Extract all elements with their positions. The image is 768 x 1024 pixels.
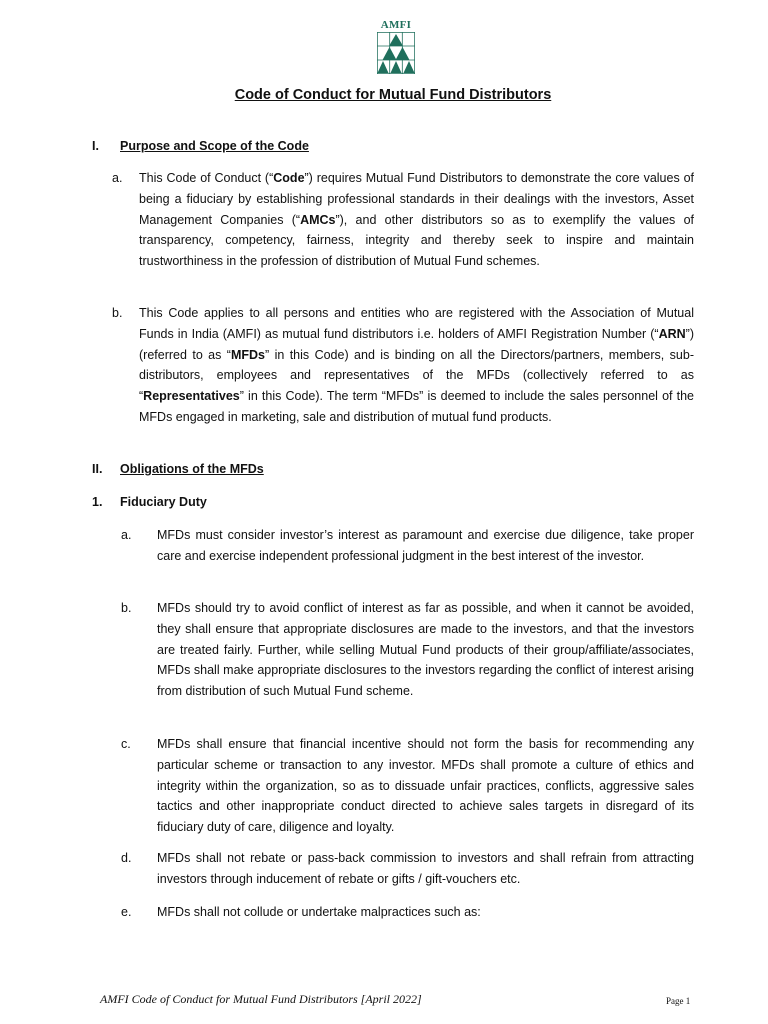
paragraph-purpose-a — [139, 168, 694, 272]
list-marker: c. — [121, 737, 131, 751]
document-title: Code of Conduct for Mutual Fund Distributors — [234, 87, 552, 103]
text-run: This Code of Conduct (“ — [139, 171, 274, 185]
bold-term: AMCs — [300, 212, 336, 227]
text-run: ”) (referred to as “ — [139, 326, 694, 362]
section-title: Obligations of the MFDs — [120, 462, 264, 476]
text-run: ” in this Code) and is binding on all the Directors/partners, members, sub-distributors, employees and representatives of the MFDs (collectively referred to as “ — [139, 347, 694, 404]
paragraph-scope-b — [139, 303, 694, 428]
bold-term: ARN — [658, 326, 686, 341]
list-marker: d. — [121, 851, 132, 865]
list-marker: e. — [121, 905, 132, 919]
bold-term: MFDs — [230, 347, 265, 362]
text-run: ”) requires Mutual Fund Distributors to demonstrate the core values of being a fiduciary by establishing professional standards in their dealings with the investors, Asset Management Companies (“ — [139, 171, 695, 227]
section-number: I. — [92, 139, 99, 153]
paragraph-fiduciary-e: MFDs shall not collude or undertake malpractices such as: — [157, 905, 481, 919]
list-marker: b. — [112, 306, 123, 320]
list-marker: a. — [121, 528, 132, 542]
bold-term: Representatives — [143, 389, 240, 404]
section-title: Purpose and Scope of the Code — [120, 139, 309, 153]
paragraph-fiduciary-d: MFDs shall not rebate or pass-back commission to investors and shall refrain from attracting investors through inducement of rebate or gifts / gift-vouchers etc. — [157, 851, 694, 886]
bold-term: Code — [273, 171, 305, 185]
text-run: This Code applies to all persons and entities who are registered with the Association of Mutual Funds in India (AMFI) as mutual fund distributors i.e. holders of AMFI Registration Number (“ — [139, 306, 694, 341]
subsection-number: 1. — [92, 495, 103, 509]
subsection-title: Fiduciary Duty — [120, 495, 207, 509]
text-run: ”), and other distributors so as to exemplify the values of transparency, competency, fairness, integrity and thereby seek to inspire and maintain trustworthiness in the profession of distribution of Mutual Fund schemes. — [139, 212, 694, 269]
footer-text: AMFI Code of Conduct for Mutual Fund Distributors [April 2022] — [100, 992, 422, 1006]
list-marker: a. — [112, 171, 123, 185]
paragraph-fiduciary-c: MFDs shall ensure that financial incentive should not form the basis for recommending any particular scheme or transaction to any investor. MFDs shall promote a culture of ethics and integrity within the organization, so as to dissuade unfair practices, conflicts, aggressive sales tactics and other inappropriate conduct directed to achieve sales targets in disregard of its fiduciary duty of care, diligence and loyalty. — [157, 737, 694, 835]
page-number: Page 1 — [666, 996, 691, 1006]
paragraph-fiduciary-a: MFDs must consider investor’s interest as paramount and exercise due diligence, take proper care and exercise independent professional judgment in the best interest of the investor. — [157, 528, 694, 563]
logo-triangles-icon — [377, 32, 415, 74]
list-marker: b. — [121, 601, 132, 615]
text-run: ” in this Code). The term “MFDs” is deemed to include the sales personnel of the MFDs engaged in marketing, sale and distribution of mutual fund products. — [139, 389, 694, 424]
logo-text: AMFI — [380, 19, 412, 31]
amfi-logo — [374, 20, 418, 76]
paragraph-fiduciary-b: MFDs should try to avoid conflict of interest as far as possible, and when it cannot be avoided, they shall ensure that appropriate disclosures are made to the investors, and that the investors are treated fairly. Further, while selling Mutual Fund products of their group/affiliate/associates, MFDs shall make appropriate disclosures to the investors regarding the conflict of interest arising from distribution of such Mutual Fund scheme. — [157, 601, 694, 699]
section-number: II. — [92, 462, 103, 476]
